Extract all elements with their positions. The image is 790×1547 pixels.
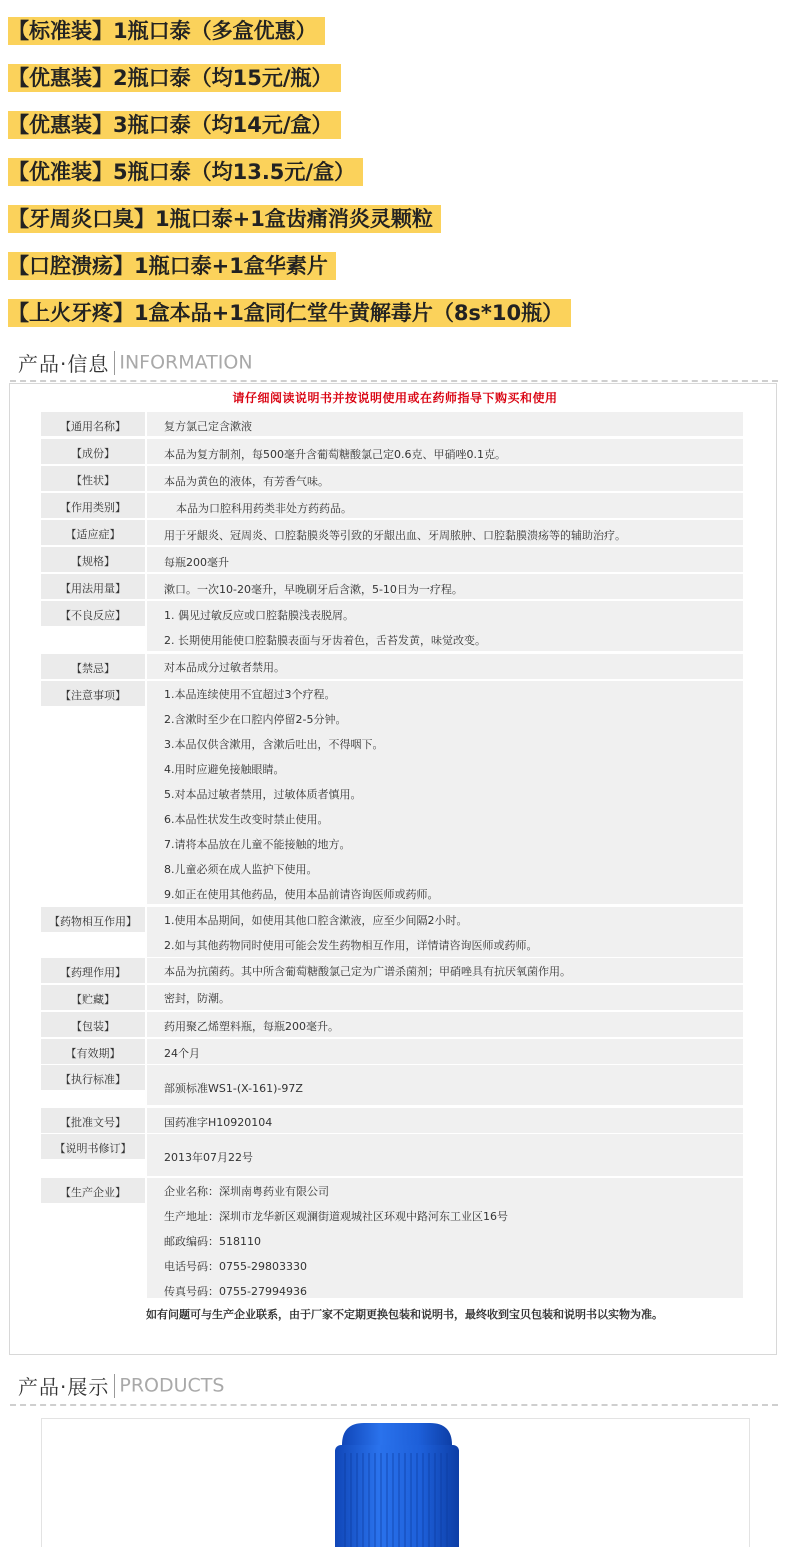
info-row-line: 24个月 [164, 1047, 200, 1060]
package-option-3-bottles[interactable]: 【优惠装】3瓶口泰（均14元/盒） [8, 111, 341, 139]
info-row-label: 【不良反应】 [41, 601, 145, 626]
info-row-line: 每瓶200毫升 [164, 556, 229, 569]
products-title-cn: 产品·展示 [18, 1375, 110, 1399]
usage-warning: 请仔细阅读说明书并按说明使用或在药师指导下购买和使用 [232, 391, 558, 405]
package-option-standard[interactable]: 【标准装】1瓶口泰（多盒优惠） [8, 17, 325, 45]
info-row-line: 生产地址：深圳市龙华新区观澜街道观城社区环观中路河东工业区16号 [164, 1210, 508, 1223]
products-title-en: PRODUCTS [119, 1374, 225, 1397]
package-option-periodontitis[interactable]: 【牙周炎口臭】1瓶口泰+1盒齿痛消炎灵颗粒 [8, 205, 441, 233]
info-row-label: 【包装】 [41, 1012, 145, 1037]
info-row-line: 漱口。一次10-20毫升，早晚刷牙后含漱，5-10日为一疗程。 [164, 583, 463, 596]
info-row-label: 【通用名称】 [41, 412, 145, 436]
info-row-line: 用于牙龈炎、冠周炎、口腔黏膜炎等引致的牙龈出血、牙周脓肿、口腔黏膜溃疡等的辅助治疗。 [164, 529, 626, 542]
info-row-line: 电话号码：0755-29803330 [164, 1260, 307, 1273]
info-row-line: 1.使用本品期间，如使用其他口腔含漱液，应至少间隔2小时。 [164, 914, 468, 927]
info-row-line: 复方氯己定含漱液 [164, 420, 252, 433]
section-divider [10, 380, 778, 382]
info-row-line: 本品为黄色的液体，有芳香气味。 [164, 475, 329, 488]
info-row-label: 【有效期】 [41, 1039, 145, 1064]
info-row-line: 5.对本品过敏者禁用，过敏体质者慎用。 [164, 788, 362, 801]
info-row-value [147, 1039, 743, 1064]
info-row-line: 1. 偶见过敏反应或口腔黏膜浅表脱屑。 [164, 609, 354, 622]
info-row-line: 传真号码：0755-27994936 [164, 1285, 307, 1298]
info-row-value [147, 654, 743, 679]
info-row-label: 【批准文号】 [41, 1108, 145, 1133]
info-row-line: 国药准字H10920104 [164, 1116, 273, 1129]
info-row-value [147, 493, 743, 518]
section-divider [10, 1404, 778, 1406]
info-row-value [147, 520, 743, 545]
info-row-value [147, 412, 743, 436]
info-row-line: 密封，防潮。 [164, 992, 230, 1005]
info-title-en: INFORMATION [119, 351, 253, 374]
info-row-label: 【生产企业】 [41, 1178, 145, 1203]
info-row-line: 2.含漱时至少在口腔内停留2-5分钟。 [164, 713, 347, 726]
footnote: 如有问题可与生产企业联系，由于厂家不定期更换包装和说明书，最终收到宝贝包装和说明书以实物为准。 [146, 1308, 663, 1321]
info-row-value [147, 466, 743, 491]
bottle-image [42, 1419, 749, 1547]
info-row-line: 邮政编码：518110 [164, 1235, 261, 1248]
info-row-line: 本品为复方制剂，每500毫升含葡萄糖酸氯己定0.6克、甲硝唑0.1克。 [164, 448, 506, 461]
info-row-value [147, 1108, 743, 1133]
info-title-cn: 产品·信息 [18, 352, 110, 376]
info-row-line: 2013年07月22号 [164, 1151, 253, 1164]
info-row-label: 【适应症】 [41, 520, 145, 545]
info-row-label: 【药物相互作用】 [41, 907, 145, 932]
info-row-value [147, 1134, 743, 1176]
info-row-value [147, 1012, 743, 1037]
info-row-line: 3.本品仅供含漱用，含漱后吐出，不得咽下。 [164, 738, 384, 751]
info-row-line: 6.本品性状发生改变时禁止使用。 [164, 813, 329, 826]
info-row-value [147, 958, 743, 983]
info-row-line: 7.请将本品放在儿童不能接触的地方。 [164, 838, 351, 851]
info-row-line: 2.如与其他药物同时使用可能会发生药物相互作用，详情请咨询医师或药师。 [164, 939, 538, 952]
info-row-value [147, 907, 743, 957]
product-image-frame [41, 1418, 750, 1547]
title-divider [114, 1374, 115, 1398]
info-row-line: 1.本品连续使用不宜超过3个疗程。 [164, 688, 336, 701]
info-row-label: 【成份】 [41, 439, 145, 464]
info-row-label: 【药理作用】 [41, 958, 145, 983]
info-row-label: 【作用类别】 [41, 493, 145, 518]
info-row-label: 【执行标准】 [41, 1065, 145, 1090]
info-row-label: 【性状】 [41, 466, 145, 491]
package-option-mouth-ulcer[interactable]: 【口腔溃疡】1瓶口泰+1盒华素片 [8, 252, 336, 280]
info-row-label: 【贮藏】 [41, 985, 145, 1010]
info-section-header [18, 348, 253, 378]
package-option-5-bottles[interactable]: 【优准装】5瓶口泰（均13.5元/盒） [8, 158, 363, 186]
info-row-label: 【用法用量】 [41, 574, 145, 599]
title-divider [114, 351, 115, 375]
info-row-line: 企业名称：深圳南粤药业有限公司 [164, 1185, 329, 1198]
products-section-header [18, 1371, 224, 1401]
info-row-label: 【注意事项】 [41, 681, 145, 706]
info-row-label: 【说明书修订】 [41, 1134, 145, 1159]
info-row-line: 8.儿童必须在成人监护下使用。 [164, 863, 318, 876]
info-row-line: 本品为抗菌药。其中所含葡萄糖酸氯己定为广谱杀菌剂；甲硝唑具有抗厌氧菌作用。 [164, 965, 571, 978]
info-row-line: 本品为口腔科用药类非处方药药品。 [176, 502, 352, 515]
info-row-value [147, 681, 743, 904]
info-row-line: 部颁标准WS1-(X-161)-97Z [164, 1082, 303, 1095]
info-row-value [147, 1065, 743, 1105]
info-row-value [147, 985, 743, 1010]
package-option-2-bottles[interactable]: 【优惠装】2瓶口泰（均15元/瓶） [8, 64, 341, 92]
info-row-line: 2. 长期使用能使口腔黏膜表面与牙齿着色，舌苔发黄，味觉改变。 [164, 634, 486, 647]
info-row-line: 4.用时应避免接触眼睛。 [164, 763, 285, 776]
package-option-toothache[interactable]: 【上火牙疼】1盒本品+1盒同仁堂牛黄解毒片（8s*10瓶） [8, 299, 571, 327]
info-row-label: 【规格】 [41, 547, 145, 572]
info-row-value [147, 547, 743, 572]
info-row-value [147, 574, 743, 599]
info-row-value [147, 439, 743, 464]
info-row-value [147, 601, 743, 651]
info-row-line: 对本品成分过敏者禁用。 [164, 661, 285, 674]
info-row-line: 药用聚乙烯塑料瓶，每瓶200毫升。 [164, 1020, 339, 1033]
info-row-line: 9.如正在使用其他药品，使用本品前请咨询医师或药师。 [164, 888, 439, 901]
info-row-value [147, 1178, 743, 1298]
info-row-label: 【禁忌】 [41, 654, 145, 679]
